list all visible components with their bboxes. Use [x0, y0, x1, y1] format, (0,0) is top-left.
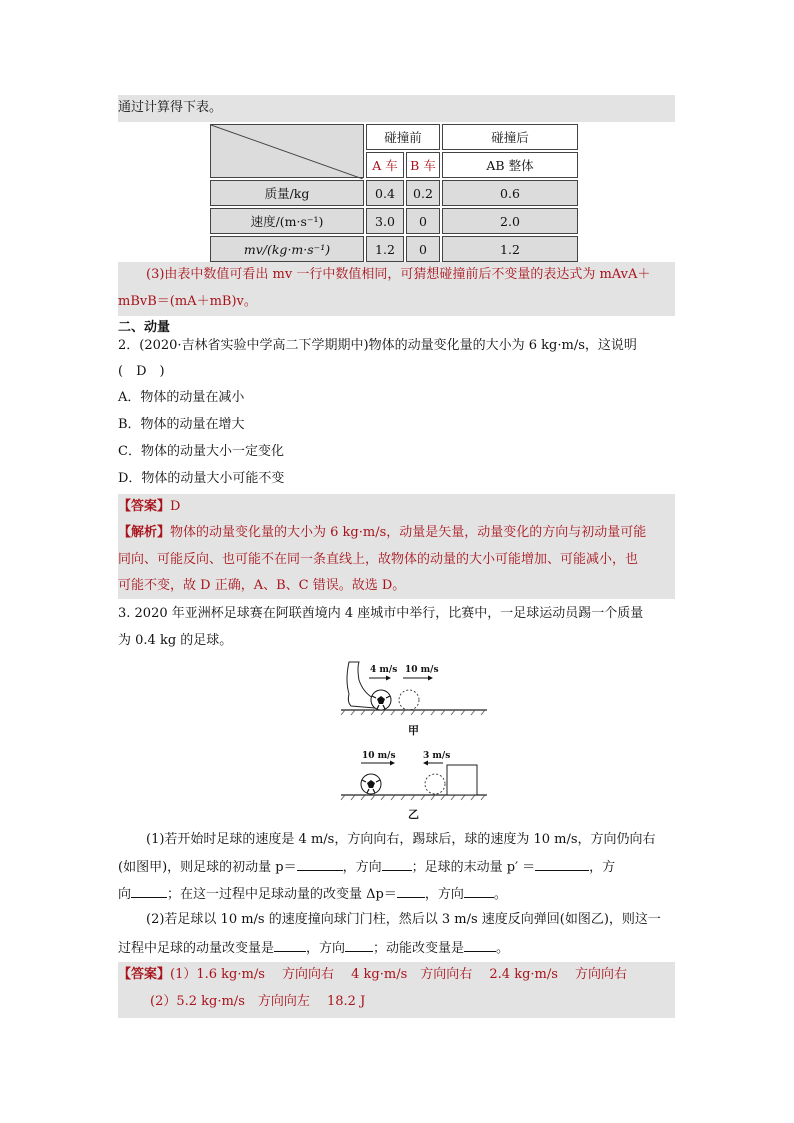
- row-label: 速度/(m·s⁻¹): [210, 208, 364, 234]
- table-corner-cell: [210, 124, 364, 178]
- text: ，方向: [424, 887, 464, 902]
- answer-tag: 【答案】: [118, 499, 171, 514]
- q2-stem-1: 2．(2020·吉林省实验中学高二下学期期中)物体的动量变化量的大小为 6 kg·m/s，这说明: [118, 338, 637, 353]
- header-before: 碰撞前: [366, 124, 440, 150]
- row-ab: 2.0: [442, 208, 578, 234]
- row-b: 0: [406, 208, 440, 234]
- q2-answer: [118, 497, 180, 517]
- q2-analysis-2: 同向、可能反向、也可能不在同一条直线上，故物体的动量的大小可能增加、可能减小，也: [118, 552, 639, 567]
- q2-option-a: A．物体的动量在减小: [118, 390, 245, 405]
- q2-option-d: D．物体的动量大小可能不变: [118, 471, 285, 486]
- answer-text: (1）1.6 kg·m/s 方向向右 4 kg·m/s 方向向右 2.4 kg·m/s 方向向右: [170, 967, 628, 982]
- blank-initial-direction: [382, 856, 412, 871]
- analysis-text: 物体的动量变化量的大小为 6 kg·m/s，动量是矢量，动量变化的方向与初动量可能: [170, 525, 647, 540]
- sub-ab: AB 整体: [442, 152, 578, 178]
- row-b: 0: [406, 236, 440, 262]
- row-label: mv/(kg·m·s⁻¹): [210, 236, 364, 262]
- text: 。: [493, 887, 507, 902]
- q3-part1-a: (1)若开始时足球的速度是 4 m/s，方向向右，踢球后，球的速度为 10 m/s，方向仍向右: [146, 832, 656, 847]
- conclusion-line-2: mBvB＝(mA＋mB)v。: [118, 294, 257, 309]
- section-title: 二、动量: [118, 320, 171, 335]
- text: 。: [496, 941, 510, 956]
- ground-hatch: [341, 710, 485, 715]
- q3-answer-1: [118, 965, 627, 985]
- sub-a: A 车: [366, 152, 404, 178]
- blank-delta-direction: [464, 883, 494, 898]
- blank-delta-p: [397, 883, 425, 898]
- row-a: 3.0: [366, 208, 404, 234]
- collision-table: [208, 122, 580, 264]
- blank-final-momentum: [535, 856, 589, 871]
- row-b: 0.2: [406, 180, 440, 206]
- q3-part1-c: [118, 883, 507, 905]
- q2-analysis-3: 可能不变，故 D 正确，A、B、C 错误。故选 D。: [118, 578, 406, 593]
- blank-momentum-change: [274, 937, 306, 952]
- row-ab: 1.2: [442, 236, 578, 262]
- yi-v1: 10 m/s: [362, 751, 396, 761]
- blank-change-direction: [345, 937, 373, 952]
- q3-part2-a: (2)若足球以 10 m/s 的速度撞向球门门柱，然后以 3 m/s 速度反向弹回(如图乙)，则这一: [146, 912, 661, 927]
- jia-v1: 4 m/s: [370, 665, 398, 675]
- text: (如图甲)，则足球的初动量 p＝: [118, 860, 297, 875]
- text: ；在这一过程中足球动量的改变量 Δp＝: [167, 887, 397, 902]
- q3-stem-2: 为 0.4 kg 的足球。: [118, 633, 233, 648]
- text: ，方: [589, 860, 616, 875]
- text: ；足球的末动量 p′ ＝: [411, 860, 536, 875]
- text: 向: [118, 887, 132, 902]
- q2-option-c: C．物体的动量大小一定变化: [118, 444, 284, 459]
- intro-line: 通过计算得下表。: [118, 100, 223, 115]
- row-a: 0.4: [366, 180, 404, 206]
- q2-option-b: B．物体的动量在增大: [118, 417, 245, 432]
- q3-answer-2: (2）5.2 kg·m/s 方向向左 18.2 J: [150, 994, 366, 1009]
- goalpost-block: [447, 765, 477, 795]
- blank-initial-momentum: [297, 856, 343, 871]
- q2-stem-2: ( D ): [118, 364, 165, 379]
- row-a: 1.2: [366, 236, 404, 262]
- figure-yi: [335, 745, 495, 815]
- q3-part1-b: [118, 856, 615, 878]
- analysis-tag: 【解析】: [118, 525, 171, 540]
- diagonal-line: [211, 125, 363, 179]
- yi-v2: 3 m/s: [423, 751, 451, 761]
- text: ；动能改变量是: [373, 941, 465, 956]
- jia-v2: 10 m/s: [405, 665, 439, 675]
- q2-analysis-1: [118, 523, 646, 543]
- answer-tag: 【答案】: [118, 967, 171, 982]
- header-after: 碰撞后: [442, 124, 578, 150]
- jia-caption: 甲: [408, 724, 419, 737]
- text: ，方向: [342, 860, 382, 875]
- yi-caption: 乙: [408, 808, 419, 821]
- row-label: 质量/kg: [210, 180, 364, 206]
- text: 过程中足球的动量改变量是: [118, 941, 275, 956]
- blank-ke-change: [464, 937, 496, 952]
- conclusion-line-1: (3)由表中数值可看出 mv 一行中数值相同，可猜想碰撞前后不变量的表达式为 mAvA＋: [146, 267, 651, 282]
- sub-b: B 车: [406, 152, 440, 178]
- q3-stem-1: 3. 2020 年亚洲杯足球赛在阿联酋境内 4 座城市中举行，比赛中，一足球运动员踢一个质量: [118, 606, 644, 621]
- blank-final-direction: [131, 883, 167, 898]
- dashed-ball-icon: [399, 690, 419, 710]
- q3-part2-b: [118, 937, 509, 959]
- text: ，方向: [306, 941, 346, 956]
- dashed-ball-icon: [425, 774, 445, 794]
- row-ab: 0.6: [442, 180, 578, 206]
- answer-value: D: [170, 499, 181, 514]
